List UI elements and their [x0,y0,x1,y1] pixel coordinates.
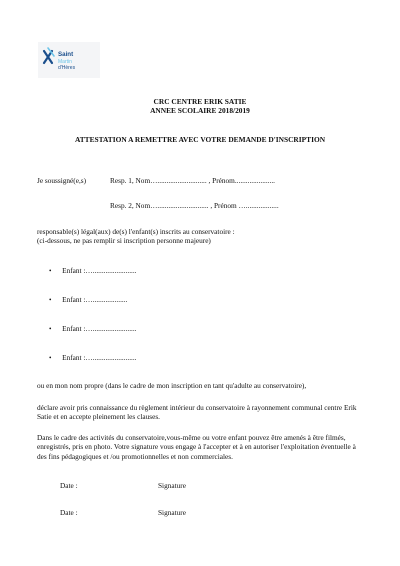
resp1-field[interactable]: Resp. 1, Nom…........................... , Prénom...................... [110,176,275,185]
propre-paragraph: ou en mon nom propre (dans le cadre de mon inscription en tant qu'adulte au conservatoire), [37,381,307,390]
declare-paragraph: déclare avoir pris connaissance du règlement intérieur du conservatoire à rayonnement communal centre Erik Satie et en accepte pleinement les clauses. [37,403,357,422]
activites-paragraph: Dans le cadre des activités du conservatoire,vous-même ou votre enfant pouvez être amenés à être filmés, enregistrés, pris en photo. Votre signature vous engage à l'accepter et à en autoriser l'exploitation éventuelle à des fins pédagogiques et /ou promotionnelles et non commerciales. [37,433,356,461]
enfant-field-3[interactable]: Enfant :…........................ [62,324,137,333]
bullet: • [49,325,52,333]
resp2-field[interactable]: Resp. 2, Nom…............................ , Prénom ….................. [110,201,279,210]
logo-line3: d'Hères [58,65,76,71]
responsables-line1: responsable(s) légal(aux) de(s) l'enfant(s) inscrits au conservatoire : [37,227,235,236]
bullet: • [49,354,52,362]
logo-line2: Martin [58,59,72,65]
responsables-line2: (ci-dessous, ne pas remplir si inscription personne majeure) [37,236,211,245]
document-title: ATTESTATION A REMETTRE AVEC VOTRE DEMANDE D'INSCRIPTION [74,135,326,144]
date-label-2: Date : [60,508,78,517]
signature-label-2: Signature [158,508,186,517]
saint-martin-dheres-logo [38,42,100,78]
enfant-item-4 [49,353,137,362]
enfant-field-2[interactable]: Enfant :…................... [62,295,128,304]
logo-line1: Saint [58,51,74,58]
enfant-item-3 [49,324,137,333]
signature-label-1: Signature [158,481,186,490]
bullet: • [49,267,52,275]
bullet: • [49,296,52,304]
header-line2: ANNEE SCOLAIRE 2018/2019 [150,106,250,115]
date-label-1: Date : [60,481,78,490]
soussigne-label: Je soussigné(e,s) [37,176,87,185]
enfant-item-1 [49,266,137,275]
enfant-field-4[interactable]: Enfant :…........................ [62,353,137,362]
header-line1: CRC CENTRE ERIK SATIE [153,97,247,106]
enfant-item-2 [49,295,127,304]
enfant-field-1[interactable]: Enfant :…........................ [62,266,137,275]
